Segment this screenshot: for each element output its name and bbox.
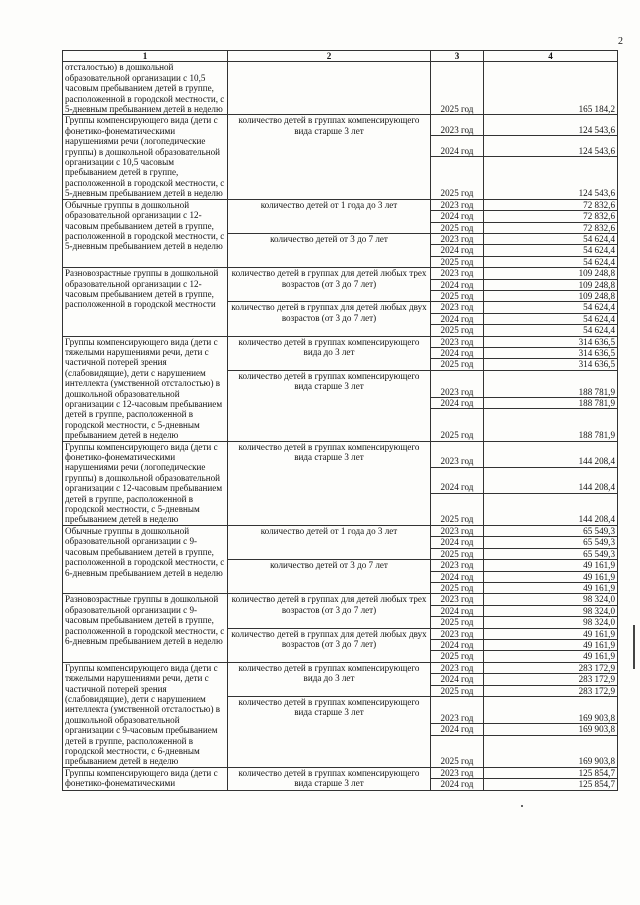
- year-cell: 2024 год: [431, 571, 484, 582]
- value-cell: 188 781,9: [484, 398, 618, 409]
- year-cell: 2023 год: [431, 370, 484, 397]
- group-description: отсталостью) в дошкольной образовательной организации с 10,5 часовым пребыванием детей в группе, расположенной в городской местности, с 5-дневным пребыванием детей в неделю: [63, 62, 228, 115]
- value-cell: 54 624,4: [484, 245, 618, 256]
- table-row: [63, 199, 618, 210]
- indicator-description: количество детей в группах компенсирующего вида старше 3 лет: [228, 441, 431, 525]
- value-cell: 54 624,4: [484, 256, 618, 267]
- year-cell: 2024 год: [431, 537, 484, 548]
- value-cell: 54 624,4: [484, 313, 618, 324]
- column-header: 2: [228, 51, 431, 62]
- scan-dot-mark: [521, 805, 523, 807]
- value-cell: 49 161,9: [484, 639, 618, 650]
- year-cell: 2024 год: [431, 605, 484, 616]
- year-cell: 2023 год: [431, 525, 484, 536]
- value-cell: 144 208,4: [484, 441, 618, 467]
- group-description: Разновозрастные группы в дошкольной образовательной организации с 12-часовым пребыванием детей в группе, расположенной в городской местности: [63, 268, 228, 336]
- value-cell: 314 636,5: [484, 336, 618, 347]
- value-cell: 49 161,9: [484, 628, 618, 639]
- year-cell: 2025 год: [431, 62, 484, 115]
- year-cell: 2024 год: [431, 347, 484, 358]
- value-cell: 283 172,9: [484, 685, 618, 696]
- year-cell: 2023 год: [431, 441, 484, 467]
- value-cell: 125 854,7: [484, 767, 618, 778]
- year-cell: 2023 год: [431, 302, 484, 313]
- scan-edge-mark: [633, 625, 635, 669]
- table-body: [63, 62, 618, 790]
- year-cell: 2023 год: [431, 767, 484, 778]
- value-cell: 169 903,8: [484, 735, 618, 767]
- year-cell: 2023 год: [431, 662, 484, 673]
- data-table: [62, 50, 618, 791]
- value-cell: 144 208,4: [484, 493, 618, 525]
- value-cell: 98 324,0: [484, 617, 618, 628]
- indicator-description: количество детей в группах компенсирующего вида до 3 лет: [228, 336, 431, 370]
- year-cell: 2025 год: [431, 157, 484, 200]
- indicator-description: количество детей от 1 года до 3 лет: [228, 525, 431, 559]
- value-cell: 65 549,3: [484, 525, 618, 536]
- group-description: Разновозрастные группы в дошкольной образовательной организации с 9-часовым пребыванием детей в группе, расположенной в городской местности, с 6-дневным пребыванием детей в неделю: [63, 594, 228, 662]
- column-header: 3: [431, 51, 484, 62]
- group-description: Группы компенсирующего вида (дети с тяжелыми нарушениями речи, дети с частичной потерей зрения (слабовидящие), дети с нарушением интеллекта (умственной отсталостью) в дошкольной образовательной организации с 9-часовым пребыванием детей в группе, расположенной в городской местности, с 6-дневным пребыванием детей в неделю: [63, 662, 228, 767]
- year-cell: 2023 год: [431, 594, 484, 605]
- value-cell: 188 781,9: [484, 370, 618, 397]
- indicator-description: количество детей в группах для детей любых трех возрастов (от 3 до 7 лет): [228, 268, 431, 302]
- year-cell: 2023 год: [431, 233, 484, 244]
- year-cell: 2024 год: [431, 313, 484, 324]
- table-row: [63, 525, 618, 536]
- page-number: 2: [618, 36, 623, 47]
- year-cell: 2024 год: [431, 639, 484, 650]
- indicator-description: количество детей от 3 до 7 лет: [228, 233, 431, 267]
- year-cell: 2025 год: [431, 325, 484, 336]
- indicator-description: количество детей от 1 года до 3 лет: [228, 199, 431, 233]
- year-cell: 2024 год: [431, 245, 484, 256]
- year-cell: 2023 год: [431, 336, 484, 347]
- group-description: Группы компенсирующего вида (дети с фонетико-фонематическими нарушениями речи (логопедические группы) в дошкольной образовательной организации с 10,5 часовым пребыванием детей в группе, расположенной в городской местности, с 5-дневным пребыванием детей в неделю: [63, 115, 228, 199]
- value-cell: 49 161,9: [484, 582, 618, 593]
- value-cell: 124 543,6: [484, 136, 618, 157]
- year-cell: 2023 год: [431, 628, 484, 639]
- year-cell: 2024 год: [431, 779, 484, 790]
- year-cell: 2024 год: [431, 398, 484, 409]
- value-cell: 169 903,8: [484, 724, 618, 735]
- year-cell: 2025 год: [431, 493, 484, 525]
- value-cell: 54 624,4: [484, 302, 618, 313]
- year-cell: 2025 год: [431, 582, 484, 593]
- year-cell: 2025 год: [431, 359, 484, 370]
- table-row: [63, 441, 618, 467]
- indicator-description: количество детей в группах компенсирующего вида старше 3 лет: [228, 370, 431, 441]
- table-row: [63, 268, 618, 279]
- value-cell: 165 184,2: [484, 62, 618, 115]
- indicator-description: количество детей в группах для детей любых трех возрастов (от 3 до 7 лет): [228, 594, 431, 628]
- year-cell: 2024 год: [431, 211, 484, 222]
- indicator-description: количество детей от 3 до 7 лет: [228, 560, 431, 594]
- value-cell: 72 832,6: [484, 199, 618, 210]
- indicator-description: количество детей в группах компенсирующего вида старше 3 лет: [228, 767, 431, 790]
- table-row: [63, 662, 618, 673]
- table-row: [63, 336, 618, 347]
- value-cell: 283 172,9: [484, 662, 618, 673]
- value-cell: 109 248,8: [484, 268, 618, 279]
- year-cell: 2024 год: [431, 674, 484, 685]
- year-cell: 2023 год: [431, 268, 484, 279]
- value-cell: 54 624,4: [484, 325, 618, 336]
- value-cell: 72 832,6: [484, 222, 618, 233]
- value-cell: 169 903,8: [484, 696, 618, 723]
- value-cell: 65 549,3: [484, 548, 618, 559]
- group-description: Группы компенсирующего вида (дети с тяжелыми нарушениями речи, дети с частичной потерей зрения (слабовидящие), дети с нарушением интеллекта (умственной отсталостью) в дошкольной образовательной организации с 12-часовым пребыванием детей в группе, расположенной в городской местности, с 5-дневным пребыванием детей в неделю: [63, 336, 228, 441]
- group-description: Обычные группы в дошкольной образовательной организации с 9-часовым пребыванием детей в группе, расположенной в городской местности, с 6-дневным пребыванием детей в неделю: [63, 525, 228, 593]
- value-cell: 124 543,6: [484, 157, 618, 200]
- indicator-description: [228, 62, 431, 115]
- column-header: 4: [484, 51, 618, 62]
- year-cell: 2025 год: [431, 617, 484, 628]
- indicator-description: количество детей в группах компенсирующего вида старше 3 лет: [228, 696, 431, 767]
- year-cell: 2023 год: [431, 560, 484, 571]
- value-cell: 109 248,8: [484, 279, 618, 290]
- table-row: [63, 62, 618, 115]
- year-cell: 2023 год: [431, 199, 484, 210]
- indicator-description: количество детей в группах для детей любых двух возрастов (от 3 до 7 лет): [228, 302, 431, 336]
- value-cell: 54 624,4: [484, 233, 618, 244]
- value-cell: 49 161,9: [484, 560, 618, 571]
- year-cell: 2023 год: [431, 115, 484, 136]
- year-cell: 2024 год: [431, 136, 484, 157]
- indicator-description: количество детей в группах компенсирующего вида старше 3 лет: [228, 115, 431, 199]
- group-description: Обычные группы в дошкольной образовательной организации с 12-часовым пребыванием детей в группе, расположенной в городской местности, с 5-дневным пребыванием детей в неделю: [63, 199, 228, 267]
- value-cell: 283 172,9: [484, 674, 618, 685]
- value-cell: 49 161,9: [484, 651, 618, 662]
- value-cell: 188 781,9: [484, 409, 618, 441]
- value-cell: 109 248,8: [484, 290, 618, 301]
- column-header: 1: [63, 51, 228, 62]
- value-cell: 72 832,6: [484, 211, 618, 222]
- year-cell: 2025 год: [431, 409, 484, 441]
- indicator-description: количество детей в группах компенсирующего вида до 3 лет: [228, 662, 431, 696]
- year-cell: 2025 год: [431, 735, 484, 767]
- year-cell: 2024 год: [431, 279, 484, 290]
- value-cell: 124 543,6: [484, 115, 618, 136]
- value-cell: 144 208,4: [484, 467, 618, 493]
- year-cell: 2023 год: [431, 696, 484, 723]
- value-cell: 125 854,7: [484, 779, 618, 790]
- table-row: [63, 115, 618, 136]
- indicator-description: количество детей в группах для детей любых двух возрастов (от 3 до 7 лет): [228, 628, 431, 662]
- table-header-row: [63, 51, 618, 62]
- table-row: [63, 594, 618, 605]
- year-cell: 2024 год: [431, 467, 484, 493]
- year-cell: 2025 год: [431, 685, 484, 696]
- year-cell: 2025 год: [431, 548, 484, 559]
- value-cell: 65 549,3: [484, 537, 618, 548]
- year-cell: 2025 год: [431, 651, 484, 662]
- value-cell: 314 636,5: [484, 359, 618, 370]
- year-cell: 2024 год: [431, 724, 484, 735]
- table-row: [63, 767, 618, 778]
- group-description: Группы компенсирующего вида (дети с фонетико-фонематическими нарушениями речи (логопедические группы) в дошкольной образовательной организации с 12-часовым пребыванием детей в группе, расположенной в городской местности, с 5-дневным пребыванием детей в неделю: [63, 441, 228, 525]
- year-cell: 2025 год: [431, 256, 484, 267]
- year-cell: 2025 год: [431, 222, 484, 233]
- group-description: Группы компенсирующего вида (дети с фонетико-фонематическими: [63, 767, 228, 790]
- value-cell: 98 324,0: [484, 605, 618, 616]
- year-cell: 2025 год: [431, 290, 484, 301]
- value-cell: 98 324,0: [484, 594, 618, 605]
- value-cell: 314 636,5: [484, 347, 618, 358]
- value-cell: 49 161,9: [484, 571, 618, 582]
